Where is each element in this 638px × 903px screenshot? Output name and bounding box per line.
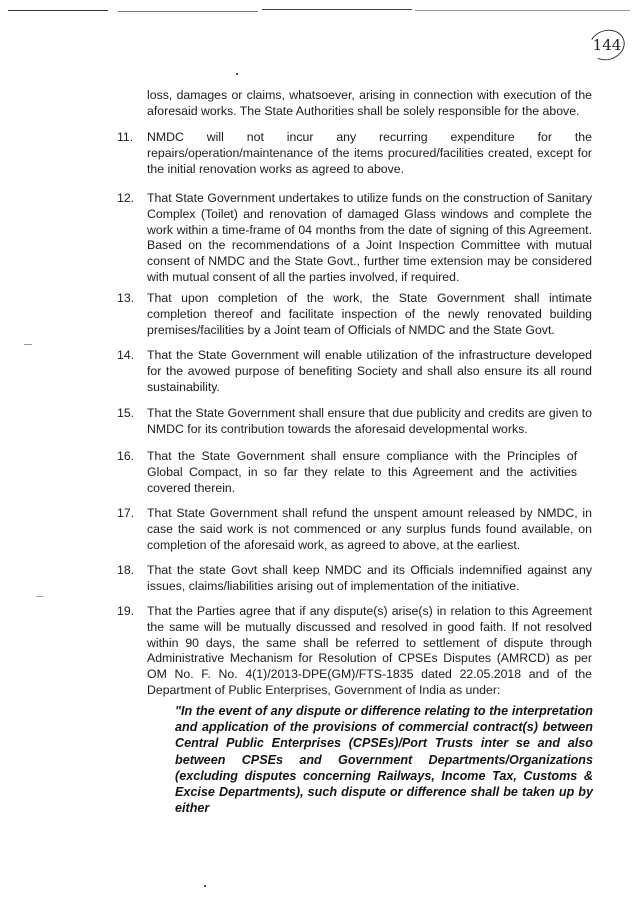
paragraph-continuation <box>147 88 592 120</box>
clause-18 <box>117 563 592 595</box>
clause-11 <box>117 130 592 177</box>
clause-text: That the State Government shall ensure that due publicity and credits are given to NMDC for its contribution towards the aforesaid developmental works. <box>147 406 592 436</box>
clause-number: 14. <box>117 348 135 362</box>
clause-text: That the Parties agree that if any dispute(s) arise(s) in relation to this Agreement the same will be mutually discussed and resolved in good faith. If not resolved within 90 days, the same shall be referred to settlement of dispute through Administrative Mechanism for Resolution of CPSEs Disputes (AMRCD) as per OM No. F. No. 4(1)/2013-DPE(GM)/FTS-1835 dated 22.05.2018 and of the Department of Public Enterprises, Government of India as under: <box>147 604 592 697</box>
clause-17 <box>117 506 592 553</box>
clause-16 <box>117 449 577 496</box>
clause-number: 12. <box>117 191 135 205</box>
scan-edge-line <box>262 9 412 10</box>
clause-12 <box>117 191 592 286</box>
clause-15 <box>117 406 592 438</box>
page-number-stamp <box>589 30 625 60</box>
clause-text: That State Government undertakes to utilize funds on the construction of Sanitary Complex (Toilet) and renovation of damaged Glass windows and complete the work within a time-frame of 04 months from the date of signing of this Agreement. Based on the recommendations of a Joint Inspection Committee with mutual consent of NMDC and the State Govt., further time extension may be considered with mutual consent of all the parties involved, if required. <box>147 191 592 284</box>
clause-number: 15. <box>117 406 135 420</box>
clause-19 <box>117 604 592 699</box>
scan-edge-line <box>8 10 108 11</box>
page-number-text: 144 <box>592 36 622 54</box>
scan-speck <box>24 344 32 345</box>
clause-number: 11. <box>117 130 134 144</box>
clause-text: That the state Govt shall keep NMDC and its Officials indemnified against any issues, claims/liabilities arising out of implementation of the initiative. <box>147 563 592 593</box>
scan-speck <box>204 885 206 887</box>
clause-text: That State Government shall refund the unspent amount released by NMDC, in case the said work is not commenced or any surplus funds found available, on completion of the aforesaid work, as agreed to above, at the earliest. <box>147 506 592 552</box>
scan-edge-line <box>415 10 630 11</box>
clause-number: 19. <box>117 604 135 618</box>
clause-text: NMDC will not incur any recurring expenditure for the repairs/operation/maintenance of the items procured/facilities created, except for the initial renovation works as agreed to above. <box>147 130 592 176</box>
clause-text: That the State Government will enable utilization of the infrastructure developed for the avowed purpose of benefiting Society and shall also ensure its all round sustainability. <box>147 348 592 394</box>
scan-edge-line <box>118 11 258 12</box>
paragraph-text: loss, damages or claims, whatsoever, arising in connection with execution of the aforesaid works. The State Authorities shall be solely responsible for the above. <box>147 88 592 118</box>
scan-speck <box>236 73 238 75</box>
clause-13 <box>117 291 592 338</box>
quoted-dispute-clause: "In the event of any dispute or difference relating to the interpretation and application of the provisions of commercial contract(s) between Central Public Enterprises (CPSEs)/Port Trusts inter se and also between CPSEs and Government Departments/Organizations (excluding disputes concerning Railways, Income Tax, Customs & Excise Departments), such dispute or difference shall be taken up by either <box>175 704 593 816</box>
scan-speck <box>36 596 43 597</box>
clause-14 <box>117 348 592 395</box>
clause-number: 17. <box>117 506 135 520</box>
clause-number: 18. <box>117 563 135 577</box>
clause-number: 16. <box>117 449 135 463</box>
clause-text: That upon completion of the work, the State Government shall intimate completion thereof and facilitate inspection of the newly renovated building premises/facilities by a Joint team of Officials of NMDC and the State Govt. <box>147 291 592 337</box>
clause-number: 13. <box>117 291 135 305</box>
clause-text: That the State Government shall ensure compliance with the Principles of Global Compact, in so far they relate to this Agreement and the activities covered therein. <box>147 449 577 495</box>
